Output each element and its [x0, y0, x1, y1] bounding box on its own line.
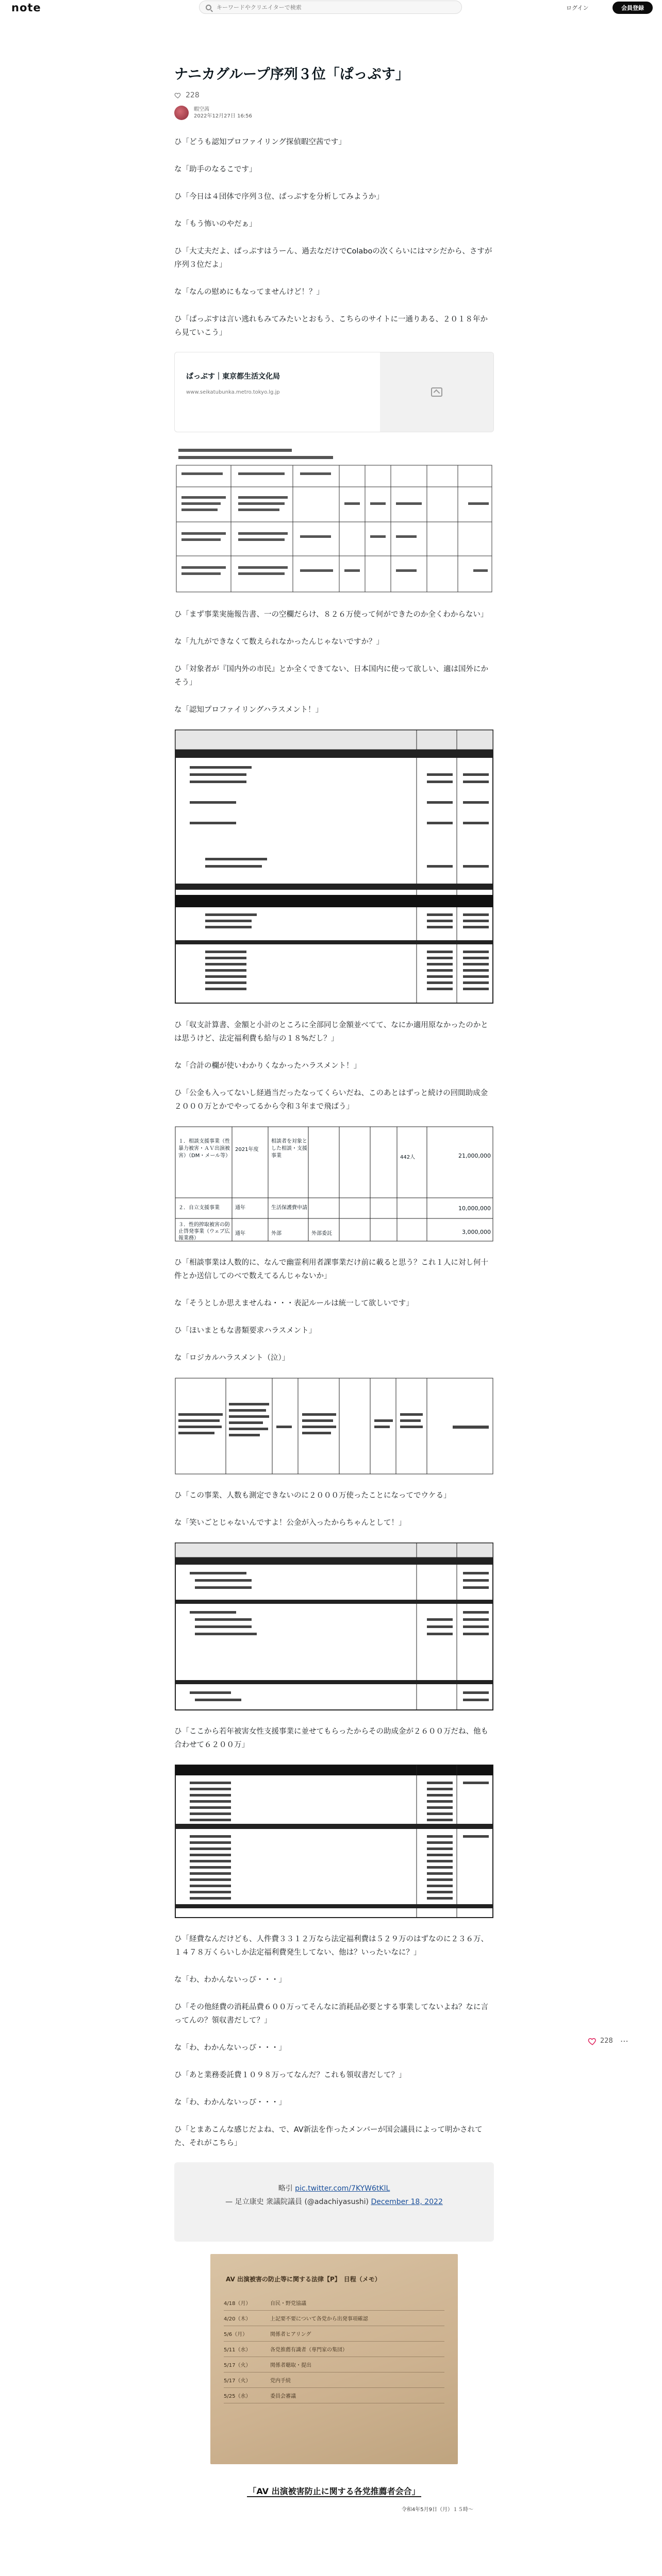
memo-item: 自民・野党協議 — [270, 2301, 306, 2307]
paragraph: ひ「経費なんだけども、人件費３３１２万なら法定福利費は５２９万のはずなのに２３６万、１４７８万くらいしか法定福利費発生してない、他は？いったいなに？」 — [174, 1935, 488, 1957]
financial-statement-graphic — [174, 729, 494, 1005]
tweet-author: — 足立康史 衆議院議員 (@adachiyasushi) — [225, 2198, 369, 2206]
search-box[interactable] — [199, 1, 462, 14]
financial-statement-2-graphic — [174, 1542, 494, 1711]
grant-row-3-method: 外部委託 — [311, 1231, 332, 1236]
link-card-title[interactable]: ぱっぷす｜東京都生活文化局 — [186, 372, 280, 381]
paragraph: な「わ、わかんないっぴ・・・」 — [174, 1976, 286, 1984]
grant-row-2-target: 生活保護費申請 — [271, 1205, 307, 1211]
memo-date: 5/17（火） — [224, 2378, 251, 2384]
grant-table-2-image — [174, 1377, 494, 1475]
memo-item: 委員会審議 — [270, 2394, 296, 2399]
grant-row-3-period: 通年 — [235, 1231, 245, 1236]
grant-row-2-period: 通年 — [235, 1205, 245, 1211]
author-name[interactable]: 暇空茜 — [194, 107, 209, 112]
grant-table-image — [174, 1126, 494, 1242]
report-table-graphic — [174, 445, 494, 594]
memo-footnote: 令和4年5月9日（月）１５時〜 — [401, 2507, 473, 2513]
paragraph: な「認知プロファイリングハラスメント！」 — [174, 706, 323, 714]
memo-photo — [210, 2254, 458, 2464]
grant-row-2-amount: 10,000,000 — [458, 1205, 491, 1212]
tweet-date[interactable]: December 18, 2022 — [371, 2198, 443, 2206]
paragraph: ひ「とまあこんな感じだよね、で、AV新法を作ったメンバーが国会議員によって明かされてた、それがこちら」 — [174, 2126, 483, 2147]
grant-row-2-name: ２．自立支援事業 — [178, 1205, 220, 1211]
memo-schedule — [224, 2295, 444, 2403]
memo-date: 5/6（月） — [224, 2332, 248, 2337]
more-icon[interactable]: ⋯ — [620, 2036, 629, 2046]
grant-row-1-count: 442人 — [400, 1155, 416, 1160]
memo-item: 関係者聴取・提出 — [270, 2363, 311, 2368]
memo-item: 上記要不要について各党から出発事項確認 — [270, 2316, 368, 2322]
paragraph: ひ「対象者が『国内外の市民』とか全くできてない、日本国内に使って欲しい、適は国外にかそう」 — [174, 665, 488, 687]
paragraph: ひ「相談事業は人数的に、なんで幽霊利用者課事業だけ前に載ると思う？これ１人に対し何十件とか送信してのべで数えてるんじゃないか」 — [174, 1259, 488, 1280]
floating-like-count: 228 — [600, 2037, 613, 2045]
paragraph: な「そうとしか思えませんね・・・表記ルールは統一して欲しいです」 — [174, 1299, 413, 1308]
memo-date: 5/17（火） — [224, 2363, 251, 2368]
financial-statement-2-image — [174, 1542, 494, 1711]
paragraph: な「わ、わかんないっぴ・・・」 — [174, 2044, 286, 2052]
link-card-thumbnail — [380, 352, 493, 432]
paragraph: ひ「この事業、人数も測定できないのに２０００万使ったことになってでウケる」 — [174, 1492, 451, 1500]
paragraph: ひ「その他経費の消耗品費６００万ってそんなに消耗品必要とする事業してないよね？なに言ってんの？領収書だして？」 — [174, 2003, 488, 2025]
grant-row-3-amount: 3,000,000 — [462, 1229, 491, 1235]
paragraph: ひ「ほいまともな書類要求ハラスメント」 — [174, 1327, 317, 1335]
embedded-tweet[interactable]: 略引 pic.twitter.com/7KYW6tKlL — 足立康史 衆議院議員 (@adachiyasushi) December 18, 2022 — [174, 2162, 494, 2242]
grant-row-1-amount: 21,000,000 — [458, 1153, 491, 1159]
heart-icon[interactable] — [588, 2037, 597, 2046]
floating-like-button[interactable] — [588, 2036, 629, 2046]
memo-date: 5/25（水） — [224, 2394, 251, 2399]
financial-statement-3-image — [174, 1764, 494, 1919]
paragraph: ひ「まず事業実施報告書、一の空欄だらけ、８２６万使って何ができたのか全くわからない」 — [174, 611, 488, 619]
paragraph: ひ「どうも認知プロファイリング探偵暇空茜です」 — [174, 138, 346, 146]
paragraph: ひ「あと業務委託費１０９８万ってなんだ？これも領収書だして？」 — [174, 2071, 406, 2079]
report-scan-image — [174, 445, 494, 594]
tweet-link[interactable]: pic.twitter.com/7KYW6tKlL — [295, 2184, 390, 2193]
article — [174, 64, 494, 2513]
paragraph: な「もう怖いのやだぁ」 — [174, 220, 257, 228]
financial-statement-3-graphic — [174, 1764, 494, 1919]
memo-date: 4/20（木） — [224, 2316, 251, 2322]
financial-statement-image — [174, 729, 494, 1005]
grant-row-1-target: 相談者を対象とした相談・支援事業 — [271, 1139, 307, 1159]
post-date: 2022年12月27日 16:56 — [194, 113, 252, 119]
paragraph: な「九九ができなくて数えられなかったんじゃないですか？」 — [174, 638, 384, 646]
top-nav — [0, 0, 662, 15]
grant-row-3-target: 外部 — [271, 1231, 282, 1236]
grant-row-1-name: １．相談支援事業（性暴力被害・ＡＶ出演被害）（DM・メール等） — [178, 1139, 231, 1159]
paragraph: ひ「今日は４団体で序列３位、ぱっぷすを分析してみようか」 — [174, 193, 384, 201]
image-placeholder-icon — [431, 387, 442, 397]
heart-icon[interactable] — [174, 92, 181, 99]
grant-row-1-period: 2021年度 — [235, 1147, 259, 1153]
paragraph: な「助手のなるこです」 — [174, 165, 257, 174]
author-row[interactable] — [174, 106, 494, 120]
paragraph: ひ「ここから若年被害女性支援事業に並せてもらったからその助成金が２６００万だね、他も合わせて６２００万」 — [174, 1727, 488, 1749]
paragraph: な「ロジカルハラスメント（泣）」 — [174, 1354, 290, 1362]
search-input[interactable] — [217, 4, 443, 11]
signup-button[interactable]: 会員登録 — [613, 2, 653, 14]
search-icon — [206, 5, 211, 10]
paragraph: ひ「ぱっぷすは言い逃れもみてみたいとおもう、こちらのサイトに一通りある、２０１８年から見ていこう」 — [174, 315, 488, 337]
memo-title: AV 出演被害の防止等に関する法律【P】 日程（メモ） — [226, 2276, 381, 2283]
avatar[interactable] — [174, 106, 189, 120]
paragraph: ひ「収支計算書、金額と小計のところに全部同じ金額並べてて、なにか適用原なかったのかとは思うけど、法定福利費も給与の１８%だし？」 — [174, 1021, 488, 1043]
paragraph: な「わ、わかんないっぴ・・・」 — [174, 2098, 286, 2107]
memo-date: 4/18（月） — [224, 2301, 251, 2307]
paragraph: ひ「大丈夫だよ、ぱっぷすはうーん、過去なだけでColaboの次くらいにはマシだから、さすが序列３位だよ」 — [174, 247, 492, 269]
like-row[interactable] — [174, 91, 494, 99]
memo-caption: 「AV 出演被害防止に関する各党推薦者会合」 — [248, 2486, 420, 2496]
memo-item: 党内手続 — [270, 2378, 291, 2384]
memo-item: 各党推薦有識者（専門家の集団） — [270, 2347, 347, 2353]
note-logo[interactable]: note — [11, 2, 41, 14]
memo-item: 関係者ヒアリング — [270, 2332, 311, 2337]
paragraph: な「笑いごとじゃないんですよ！公金が入ったからちゃんとして！」 — [174, 1519, 406, 1527]
link-card-url: www.seikatubunka.metro.tokyo.lg.jp — [186, 389, 280, 395]
like-count: 228 — [186, 91, 200, 99]
login-link[interactable]: ログイン — [566, 5, 589, 11]
article-title: ナニカグループ序列３位「ぱっぷす」 — [174, 66, 409, 82]
grant-row-3-name: ３．性的搾取被害の防止啓発事業（ウェブ広報業務） — [178, 1222, 230, 1241]
grant-table-2-graphic — [174, 1377, 494, 1475]
paragraph: な「なんの慰めにもなってませんけど！？」 — [174, 288, 324, 296]
paragraph: ひ「公金も入ってないし経過当だったなってくらいだね、このあとはずっと続けの回間助成金２０００万とかでやってるから令和３年まで飛ばう」 — [174, 1089, 488, 1111]
memo-date: 5/11（水） — [224, 2347, 251, 2353]
link-card[interactable] — [174, 352, 494, 432]
paragraph: な「合計の欄が使いわかりくなかったハラスメント！」 — [174, 1062, 361, 1070]
